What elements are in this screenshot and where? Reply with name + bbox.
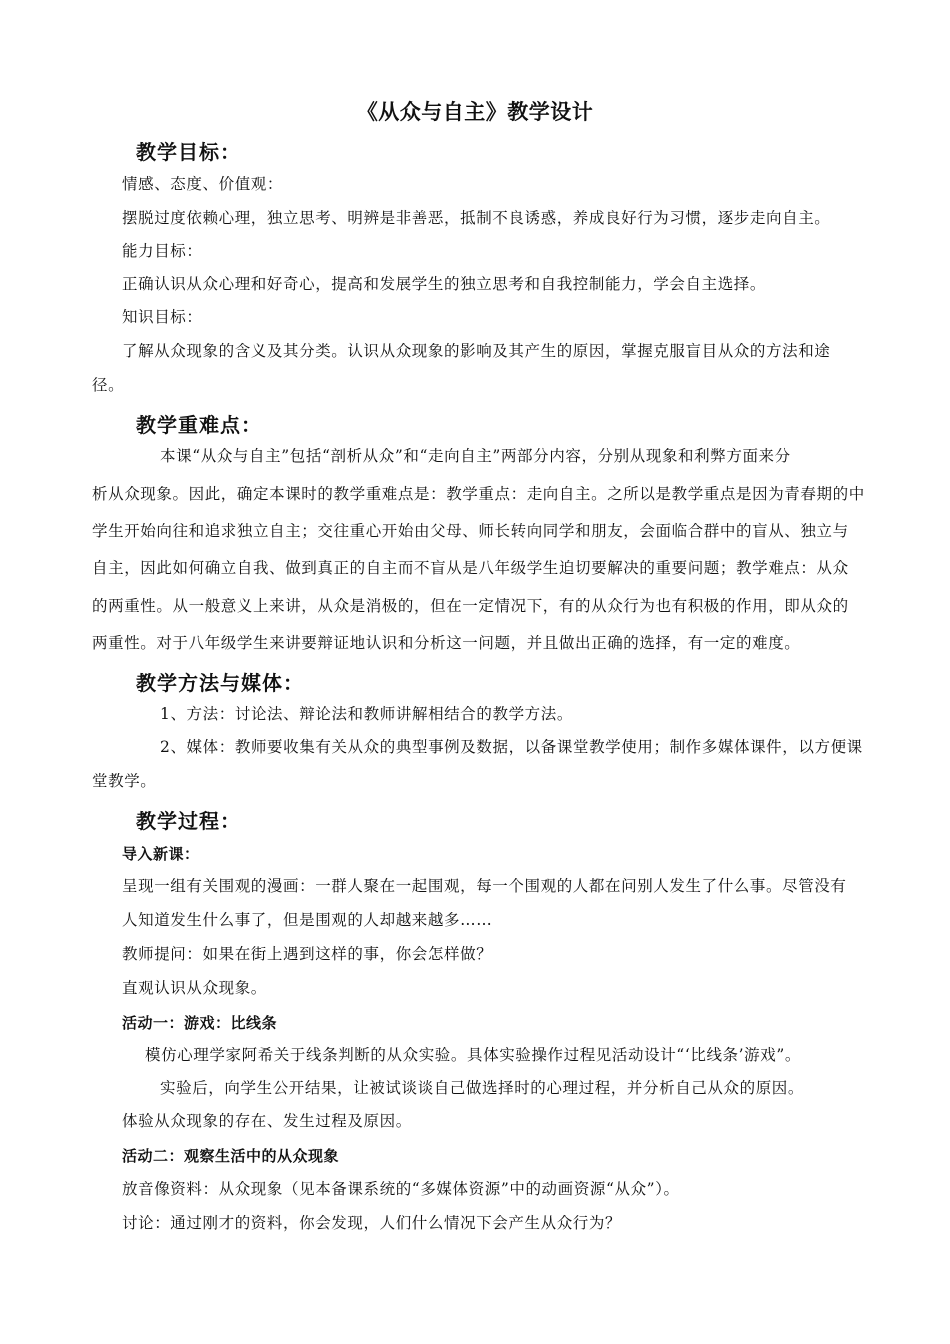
activity-2-label: 活动二：观察生活中的从众现象 — [122, 1147, 340, 1165]
intro-line-2: 教师提问：如果在街上遇到这样的事，你会怎样做？ — [122, 945, 493, 963]
key-points-line-6: 两重性。对于八年级学生来讲要辩证地认识和分析这一问题，并且做出正确的选择，有一定的难度。 — [92, 634, 801, 652]
intro-label: 导入新课： — [122, 845, 200, 863]
ability-goal-label: 能力目标： — [122, 242, 203, 260]
intro-line-1-cont: 人知道发生什么事了，但是围观的人却越来越多…… — [122, 911, 493, 929]
heading-teaching-goals: 教学目标： — [136, 140, 241, 164]
heading-teaching-process: 教学过程： — [136, 809, 241, 833]
knowledge-goal-label: 知识目标： — [122, 308, 203, 326]
emotion-goal-text: 摆脱过度依赖心理，独立思考、明辨是非善恶，抵制不良诱惑，养成良好行为习惯，逐步走向自主。 — [122, 209, 831, 227]
key-points-line-2: 析从众现象。因此，确定本课时的教学重难点是：教学重点：走向自主。之所以是教学重点是因为青春期的中 — [92, 485, 865, 503]
key-points-line-1: 本课“从众与自主”包括“剖析从众”和“走向自主”两部分内容，分别从现象和利弊方面来分 — [160, 447, 791, 465]
media-line-cont: 堂教学。 — [92, 772, 157, 790]
activity-1-line-2: 实验后，向学生公开结果，让被试谈谈自己做选择时的心理过程，并分析自己从众的原因。 — [160, 1079, 805, 1097]
key-points-line-4: 自主，因此如何确立自我、做到真正的自主而不盲从是八年级学生迫切要解决的重要问题；教学难点：从众 — [92, 559, 849, 577]
knowledge-goal-text-cont: 径。 — [92, 376, 125, 394]
intro-line-1: 呈现一组有关围观的漫画：一群人聚在一起围观，每一个围观的人都在问别人发生了什么事。尽管没有 — [122, 877, 847, 895]
key-points-line-3: 学生开始向往和追求独立自主；交往重心开始由父母、师长转向同学和朋友，会面临合群中的盲从、独立与 — [92, 522, 849, 540]
emotion-goal-label: 情感、态度、价值观： — [122, 175, 284, 193]
activity-1-label: 活动一：游戏：比线条 — [122, 1014, 278, 1032]
document-title: 《从众与自主》教学设计 — [356, 100, 594, 124]
method-line: 1、方法：讨论法、辩论法和教师讲解相结合的教学方法。 — [160, 705, 573, 723]
key-points-line-5: 的两重性。从一般意义上来讲，从众是消极的，但在一定情况下，有的从众行为也有积极的作用，即从众的 — [92, 597, 849, 615]
intro-line-3: 直观认识从众现象。 — [122, 979, 267, 997]
heading-key-points: 教学重难点： — [136, 413, 262, 437]
heading-methods-media: 教学方法与媒体： — [136, 671, 304, 695]
knowledge-goal-text: 了解从众现象的含义及其分类。认识从众现象的影响及其产生的原因，掌握克服盲目从众的方法和途 — [122, 342, 831, 360]
activity-2-line-1: 放音像资料：从众现象（见本备课系统的“多媒体资源”中的动画资源“从众”）。 — [122, 1180, 680, 1198]
media-line: 2、媒体：教师要收集有关从众的典型事例及数据，以备课堂教学使用；制作多媒体课件，以方便课 — [160, 738, 863, 756]
activity-2-line-2: 讨论：通过刚才的资料，你会发现，人们什么情况下会产生从众行为？ — [122, 1214, 622, 1232]
activity-1-line-3: 体验从众现象的存在、发生过程及原因。 — [122, 1112, 412, 1130]
activity-1-line-1: 模仿心理学家阿希关于线条判断的从众实验。具体实验操作过程见活动设计“‘比线条’游戏”。 — [145, 1046, 802, 1064]
ability-goal-text: 正确认识从众心理和好奇心，提高和发展学生的独立思考和自我控制能力，学会自主选择。 — [122, 275, 767, 293]
